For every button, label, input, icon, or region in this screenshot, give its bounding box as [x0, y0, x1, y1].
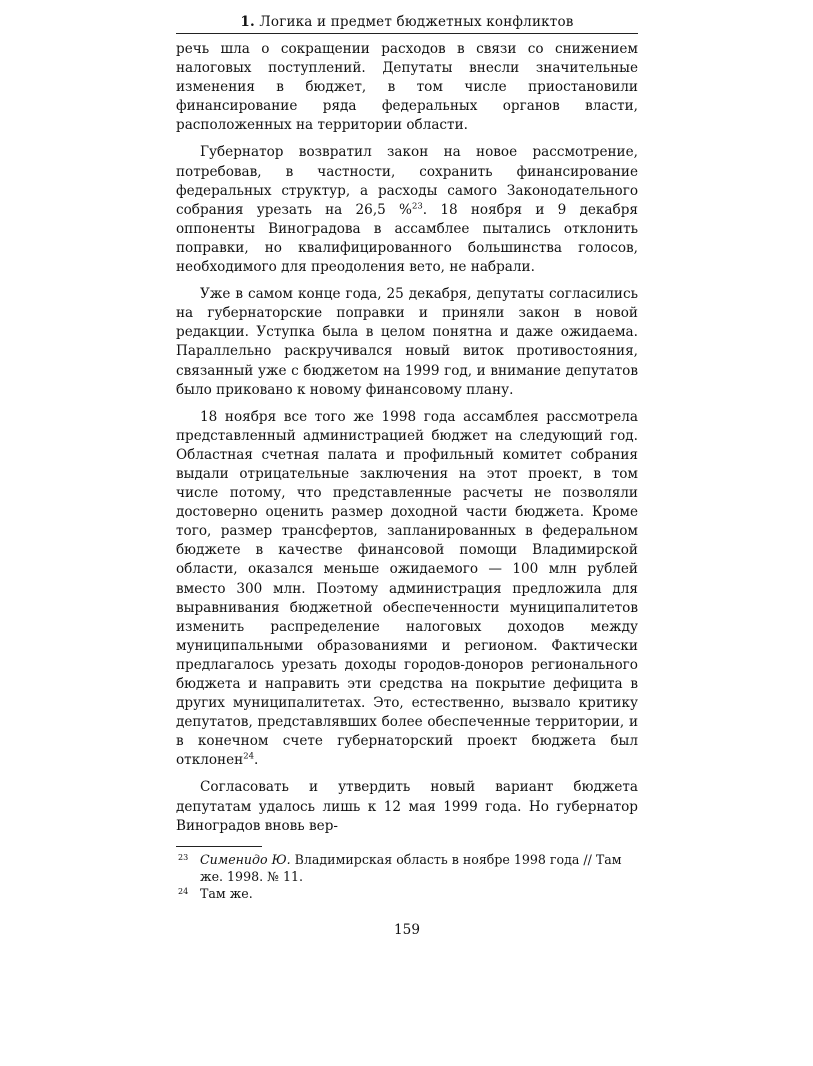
footnote-ref-24: 24 — [243, 751, 255, 762]
footnote-mark: 23 — [178, 852, 189, 862]
footnote-author: Сименидо Ю. — [200, 851, 291, 867]
book-page — [176, 14, 638, 938]
footnote-24 — [176, 885, 638, 902]
paragraph-text: 18 ноября все того же 1998 года ассамблея рассмотрела представленный администрацией бюджет на следующий год. Областная счетная палата и профильный комитет собрания выдали отрицательные заключения на этот проект, в том числе потому, что представленные расчеты не позволяли достоверно оценить размер доходной части бюджета. Кроме того, размер трансфертов, запланированных в федеральном бюджете в качестве финансовой помощи Владимирской области, оказался меньше ожидаемого — 100 млн рублей вместо 300 млн. Поэтому администрация предложила для выравнивания бюджетной обеспеченности муниципалитетов изменить распределение налоговых доходов между муниципальными образованиями и регионом. Фактически предлагалось урезать доходы городов-доноров регионального бюджета и направить эти средства на покрытие дефицита в других муниципалитетах. Это, естественно, вызвало критику депутатов, представлявших более обеспеченные территории, и в конечном счете губернаторский проект бюджета был отклонен — [176, 408, 638, 769]
paragraph-5 — [176, 778, 638, 835]
paragraph-4 — [176, 408, 638, 771]
paragraph-3 — [176, 285, 638, 400]
paragraph-text: Губернатор возвратил закон на новое рассмотрение, потребовав, в частности, сохранить финансирование федеральных структур, а расходы самого Законодательного собрания урезать на 26,5 % — [176, 144, 638, 218]
footnote-ref-23: 23 — [411, 201, 423, 212]
footnote-text: Там же. — [200, 885, 253, 901]
paragraph-2 — [176, 143, 638, 277]
paragraph-text: Согласовать и утвердить новый вариант бюджета депутатам удалось лишь к 12 мая 1999 года. Но губернатор Виноградов вновь вер- — [176, 779, 638, 834]
footnotes — [176, 851, 638, 902]
footnote-mark: 24 — [178, 886, 189, 896]
page-number: 159 — [394, 921, 420, 938]
chapter-number: 1. — [240, 14, 255, 30]
footnote-text: Владимирская область в ноябре 1998 года // Там же. 1998. № 11. — [200, 851, 622, 884]
footnote-divider — [176, 846, 262, 847]
paragraph-text-after: . — [254, 752, 259, 769]
body-text — [176, 40, 638, 836]
paragraph-text: речь шла о сокращении расходов в связи со снижением налоговых поступлений. Депутаты внесли значительные изменения в бюджет, в том числе приостановили финансирование ряда федеральных органов власти, расположенных на территории области. — [176, 41, 638, 134]
paragraph-1 — [176, 40, 638, 135]
running-head — [176, 14, 638, 34]
chapter-title: Логика и предмет бюджетных конфликтов — [259, 14, 574, 30]
paragraph-text-after: . 18 ноября и 9 декабря оппоненты Виноградова в ассамблее пытались отклонить поправки, но квалифицированного большинства голосов, необходимого для преодоления вето, не набрали. — [176, 201, 638, 276]
footnote-23 — [176, 851, 638, 885]
paragraph-text: Уже в самом конце года, 25 декабря, депутаты согласились на губернаторские поправки и приняли закон в новой редакции. Уступка была в целом понятна и даже ожидаема. Параллельно раскручивался новый виток противостояния, связанный уже с бюджетом на 1999 год, и внимание депутатов было приковано к новому финансовому плану. — [176, 286, 638, 398]
